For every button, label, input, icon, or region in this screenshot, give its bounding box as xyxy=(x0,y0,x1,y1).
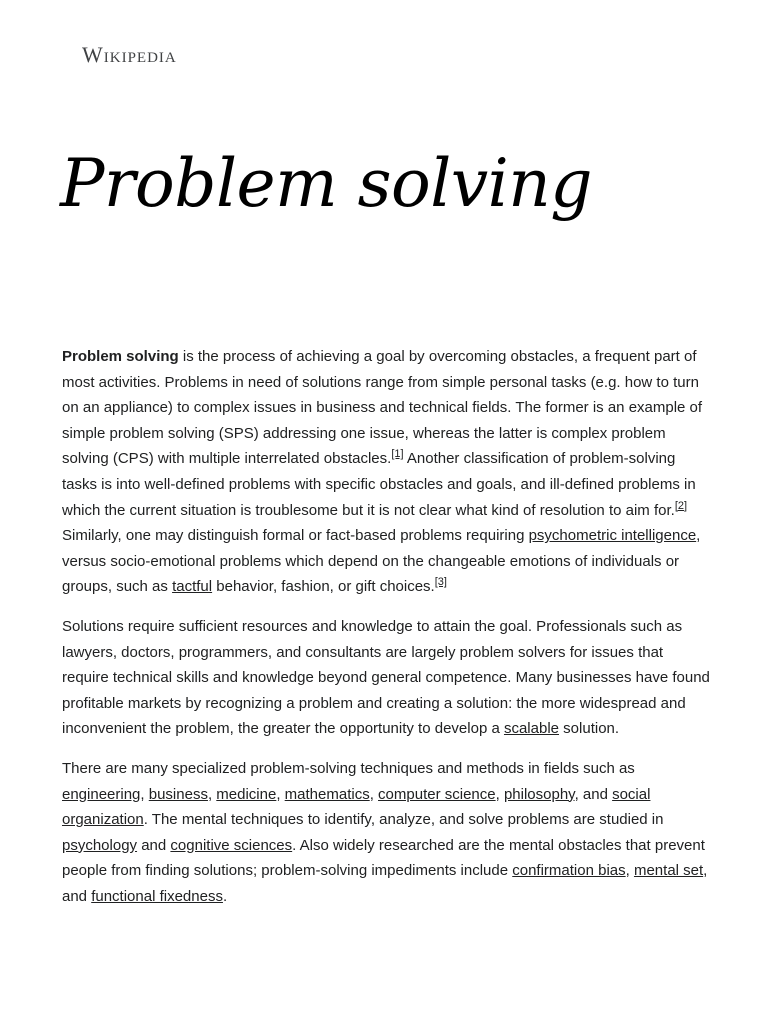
page-title: Problem solving xyxy=(60,145,593,222)
link-cognitive-sciences[interactable]: cognitive sciences xyxy=(170,836,293,854)
text: There are many specialized problem-solving techniques and methods in fields such as xyxy=(62,759,635,777)
text: Similarly, one may distinguish formal or fact-based problems requiring xyxy=(62,527,529,545)
paragraph-1 xyxy=(62,344,710,600)
text: Solutions require sufficient resources and knowledge to attain the goal. Professionals such as lawyers, doctors, programmers, and consultants are largely problem solvers for issues that require technical skills and knowledge beyond general competence. Many businesses have found profitable markets by recognizing a problem and creating a solution: the more widespread and inconvenient the problem, the greater the opportunity to develop a xyxy=(62,617,710,738)
reference-3-link[interactable]: [3] xyxy=(434,576,447,589)
link-mathematics[interactable]: mathematics xyxy=(284,785,370,803)
link-functional-fixedness[interactable]: functional fixedness xyxy=(91,887,223,905)
link-social-organization[interactable]: social organization xyxy=(62,785,651,829)
wikipedia-wordmark[interactable]: Wikipedia xyxy=(82,42,177,67)
text: solution. xyxy=(559,720,620,738)
text: and xyxy=(137,836,171,854)
separator: , and xyxy=(574,785,613,803)
reference-2-link[interactable]: [2] xyxy=(674,499,688,512)
text: , and xyxy=(62,862,708,905)
paragraph-2 xyxy=(62,614,710,742)
paragraph-3 xyxy=(62,756,710,910)
text: Another classification of problem-solving tasks is into well-defined problems with specific obstacles and goals, and ill-defined problems in which the current situation is troublesome but it is not clear what kind of resolution to aim for. xyxy=(62,450,696,519)
separator: , xyxy=(495,785,504,803)
link-tactful[interactable]: tactful xyxy=(172,578,213,596)
link-business[interactable]: business xyxy=(148,785,208,803)
link-scalable[interactable]: scalable xyxy=(503,720,560,738)
text: is the process of achieving a goal by overcoming obstacles, a frequent part of most activities. Problems in need of solutions range from simple personal tasks (e.g. how to turn on an appliance) to complex issues in business and technical fields. The former is an example of simple problem solving (SPS) addressing one issue, whereas the latter is complex problem solving (CPS) with multiple interrelated obstacles. xyxy=(62,348,703,468)
separator: , xyxy=(140,785,149,803)
reference-1-link[interactable]: [1] xyxy=(391,448,404,461)
text: . xyxy=(222,887,228,905)
link-confirmation-bias[interactable]: confirmation bias xyxy=(512,862,626,880)
separator: , xyxy=(625,862,634,880)
link-philosophy[interactable]: philosophy xyxy=(503,785,575,803)
link-computer-science[interactable]: computer science xyxy=(378,785,496,803)
bold-term: Problem solving xyxy=(62,348,179,365)
article-body xyxy=(62,344,710,923)
link-psychology[interactable]: psychology xyxy=(62,836,138,854)
separator: , xyxy=(276,785,285,803)
link-engineering[interactable]: engineering xyxy=(62,785,141,803)
text: . The mental techniques to identify, analyze, and solve problems are studied in xyxy=(143,811,664,829)
separator: , xyxy=(207,785,217,803)
text: , versus socio-emotional problems which depend on the changeable emotions of individuals or groups, such as xyxy=(62,527,701,596)
separator: , xyxy=(369,785,379,803)
link-medicine[interactable]: medicine xyxy=(216,785,277,803)
link-mental-set[interactable]: mental set xyxy=(633,862,704,880)
text: . Also widely researched are the mental obstacles that prevent people from finding solutions; problem-solving impediments include xyxy=(62,836,705,880)
text: behavior, fashion, or gift choices. xyxy=(212,578,435,596)
link-psychometric-intelligence[interactable]: psychometric intelligence xyxy=(528,527,697,545)
